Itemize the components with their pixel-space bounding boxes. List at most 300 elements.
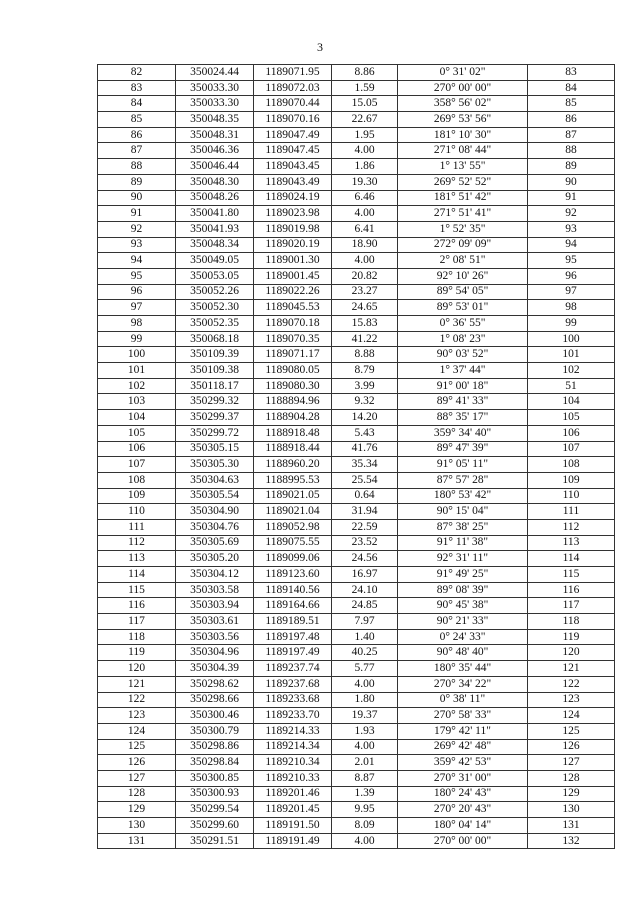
x-coordinate-cell: 350300.79 [176, 723, 254, 739]
y-coordinate-cell: 1189197.48 [254, 629, 332, 645]
table-row [98, 786, 615, 802]
next-point-cell: 131 [528, 818, 615, 834]
y-coordinate-cell: 1188960.20 [254, 457, 332, 473]
y-coordinate-cell: 1189072.03 [254, 80, 332, 96]
x-coordinate-cell: 350049.05 [176, 253, 254, 269]
bearing-cell: 358° 56' 02" [398, 96, 528, 112]
bearing-cell: 1° 08' 23" [398, 331, 528, 347]
table-row [98, 582, 615, 598]
bearing-cell: 89° 41' 33" [398, 394, 528, 410]
distance-cell: 41.76 [332, 441, 398, 457]
y-coordinate-cell: 1188894.96 [254, 394, 332, 410]
coordinates-table [97, 64, 615, 849]
y-coordinate-cell: 1188918.48 [254, 425, 332, 441]
bearing-cell: 269° 42' 48" [398, 739, 528, 755]
bearing-cell: 359° 34' 40" [398, 425, 528, 441]
table-row [98, 661, 615, 677]
table-row [98, 614, 615, 630]
point-number-cell: 128 [98, 786, 176, 802]
y-coordinate-cell: 1189210.33 [254, 770, 332, 786]
point-number-cell: 86 [98, 127, 176, 143]
y-coordinate-cell: 1189020.19 [254, 237, 332, 253]
y-coordinate-cell: 1189019.98 [254, 221, 332, 237]
point-number-cell: 122 [98, 692, 176, 708]
x-coordinate-cell: 350305.54 [176, 488, 254, 504]
distance-cell: 15.83 [332, 316, 398, 332]
distance-cell: 15.05 [332, 96, 398, 112]
bearing-cell: 91° 11' 38" [398, 535, 528, 551]
table-row [98, 457, 615, 473]
point-number-cell: 96 [98, 284, 176, 300]
coordinates-table-body [98, 65, 615, 849]
next-point-cell: 93 [528, 221, 615, 237]
y-coordinate-cell: 1189071.17 [254, 347, 332, 363]
point-number-cell: 90 [98, 190, 176, 206]
table-row [98, 504, 615, 520]
next-point-cell: 125 [528, 723, 615, 739]
next-point-cell: 100 [528, 331, 615, 347]
x-coordinate-cell: 350304.90 [176, 504, 254, 520]
table-row [98, 206, 615, 222]
bearing-cell: 270° 00' 00" [398, 833, 528, 849]
distance-cell: 23.27 [332, 284, 398, 300]
y-coordinate-cell: 1189001.45 [254, 268, 332, 284]
next-point-cell: 130 [528, 802, 615, 818]
bearing-cell: 271° 51' 41" [398, 206, 528, 222]
point-number-cell: 98 [98, 316, 176, 332]
point-number-cell: 87 [98, 143, 176, 159]
next-point-cell: 102 [528, 363, 615, 379]
bearing-cell: 90° 48' 40" [398, 645, 528, 661]
y-coordinate-cell: 1189024.19 [254, 190, 332, 206]
point-number-cell: 131 [98, 833, 176, 849]
distance-cell: 1.93 [332, 723, 398, 739]
next-point-cell: 106 [528, 425, 615, 441]
x-coordinate-cell: 350303.61 [176, 614, 254, 630]
y-coordinate-cell: 1189070.16 [254, 112, 332, 128]
bearing-cell: 0° 31' 02" [398, 65, 528, 81]
next-point-cell: 97 [528, 284, 615, 300]
y-coordinate-cell: 1189047.45 [254, 143, 332, 159]
x-coordinate-cell: 350052.35 [176, 316, 254, 332]
y-coordinate-cell: 1189214.33 [254, 723, 332, 739]
point-number-cell: 110 [98, 504, 176, 520]
bearing-cell: 270° 31' 00" [398, 770, 528, 786]
table-row [98, 755, 615, 771]
table-row [98, 441, 615, 457]
next-point-cell: 128 [528, 770, 615, 786]
x-coordinate-cell: 350299.54 [176, 802, 254, 818]
bearing-cell: 270° 34' 22" [398, 676, 528, 692]
next-point-cell: 111 [528, 504, 615, 520]
point-number-cell: 112 [98, 535, 176, 551]
table-row [98, 645, 615, 661]
bearing-cell: 0° 36' 55" [398, 316, 528, 332]
next-point-cell: 112 [528, 519, 615, 535]
bearing-cell: 180° 53' 42" [398, 488, 528, 504]
y-coordinate-cell: 1189197.49 [254, 645, 332, 661]
next-point-cell: 115 [528, 567, 615, 583]
distance-cell: 5.77 [332, 661, 398, 677]
distance-cell: 5.43 [332, 425, 398, 441]
x-coordinate-cell: 350305.30 [176, 457, 254, 473]
bearing-cell: 359° 42' 53" [398, 755, 528, 771]
bearing-cell: 272° 09' 09" [398, 237, 528, 253]
x-coordinate-cell: 350299.72 [176, 425, 254, 441]
distance-cell: 35.34 [332, 457, 398, 473]
table-row [98, 833, 615, 849]
bearing-cell: 179° 42' 11" [398, 723, 528, 739]
x-coordinate-cell: 350298.66 [176, 692, 254, 708]
next-point-cell: 132 [528, 833, 615, 849]
point-number-cell: 89 [98, 174, 176, 190]
point-number-cell: 123 [98, 708, 176, 724]
table-row [98, 723, 615, 739]
point-number-cell: 126 [98, 755, 176, 771]
x-coordinate-cell: 350068.18 [176, 331, 254, 347]
distance-cell: 2.01 [332, 755, 398, 771]
point-number-cell: 99 [98, 331, 176, 347]
point-number-cell: 119 [98, 645, 176, 661]
next-point-cell: 84 [528, 80, 615, 96]
table-row [98, 425, 615, 441]
bearing-cell: 87° 57' 28" [398, 472, 528, 488]
y-coordinate-cell: 1189201.46 [254, 786, 332, 802]
y-coordinate-cell: 1189214.34 [254, 739, 332, 755]
y-coordinate-cell: 1189070.18 [254, 316, 332, 332]
x-coordinate-cell: 350303.58 [176, 582, 254, 598]
next-point-cell: 117 [528, 598, 615, 614]
x-coordinate-cell: 350046.36 [176, 143, 254, 159]
bearing-cell: 1° 52' 35" [398, 221, 528, 237]
y-coordinate-cell: 1188904.28 [254, 410, 332, 426]
x-coordinate-cell: 350048.26 [176, 190, 254, 206]
y-coordinate-cell: 1189237.68 [254, 676, 332, 692]
y-coordinate-cell: 1189233.68 [254, 692, 332, 708]
point-number-cell: 111 [98, 519, 176, 535]
table-row [98, 551, 615, 567]
distance-cell: 19.30 [332, 174, 398, 190]
distance-cell: 31.94 [332, 504, 398, 520]
bearing-cell: 90° 21' 33" [398, 614, 528, 630]
distance-cell: 4.00 [332, 676, 398, 692]
point-number-cell: 129 [98, 802, 176, 818]
bearing-cell: 0° 38' 11" [398, 692, 528, 708]
point-number-cell: 95 [98, 268, 176, 284]
next-point-cell: 91 [528, 190, 615, 206]
table-row [98, 253, 615, 269]
distance-cell: 1.86 [332, 159, 398, 175]
y-coordinate-cell: 1189070.35 [254, 331, 332, 347]
next-point-cell: 86 [528, 112, 615, 128]
point-number-cell: 84 [98, 96, 176, 112]
next-point-cell: 95 [528, 253, 615, 269]
table-row [98, 96, 615, 112]
x-coordinate-cell: 350052.30 [176, 300, 254, 316]
point-number-cell: 100 [98, 347, 176, 363]
table-row [98, 676, 615, 692]
point-number-cell: 109 [98, 488, 176, 504]
bearing-cell: 90° 45' 38" [398, 598, 528, 614]
bearing-cell: 92° 31' 11" [398, 551, 528, 567]
point-number-cell: 102 [98, 378, 176, 394]
distance-cell: 8.87 [332, 770, 398, 786]
distance-cell: 19.37 [332, 708, 398, 724]
y-coordinate-cell: 1188995.53 [254, 472, 332, 488]
bearing-cell: 180° 04' 14" [398, 818, 528, 834]
y-coordinate-cell: 1189233.70 [254, 708, 332, 724]
point-number-cell: 106 [98, 441, 176, 457]
distance-cell: 8.86 [332, 65, 398, 81]
y-coordinate-cell: 1189021.05 [254, 488, 332, 504]
table-row [98, 268, 615, 284]
point-number-cell: 85 [98, 112, 176, 128]
distance-cell: 25.54 [332, 472, 398, 488]
point-number-cell: 103 [98, 394, 176, 410]
next-point-cell: 121 [528, 661, 615, 677]
y-coordinate-cell: 1189191.50 [254, 818, 332, 834]
bearing-cell: 2° 08' 51" [398, 253, 528, 269]
point-number-cell: 115 [98, 582, 176, 598]
x-coordinate-cell: 350298.86 [176, 739, 254, 755]
table-row [98, 378, 615, 394]
x-coordinate-cell: 350053.05 [176, 268, 254, 284]
next-point-cell: 119 [528, 629, 615, 645]
next-point-cell: 113 [528, 535, 615, 551]
x-coordinate-cell: 350052.26 [176, 284, 254, 300]
next-point-cell: 94 [528, 237, 615, 253]
point-number-cell: 97 [98, 300, 176, 316]
x-coordinate-cell: 350041.93 [176, 221, 254, 237]
point-number-cell: 83 [98, 80, 176, 96]
bearing-cell: 270° 00' 00" [398, 80, 528, 96]
table-row [98, 739, 615, 755]
distance-cell: 24.10 [332, 582, 398, 598]
x-coordinate-cell: 350048.34 [176, 237, 254, 253]
point-number-cell: 105 [98, 425, 176, 441]
table-row [98, 410, 615, 426]
next-point-cell: 129 [528, 786, 615, 802]
distance-cell: 1.40 [332, 629, 398, 645]
y-coordinate-cell: 1189237.74 [254, 661, 332, 677]
bearing-cell: 270° 58' 33" [398, 708, 528, 724]
table-row [98, 598, 615, 614]
y-coordinate-cell: 1189043.49 [254, 174, 332, 190]
x-coordinate-cell: 350300.93 [176, 786, 254, 802]
next-point-cell: 104 [528, 394, 615, 410]
table-row [98, 65, 615, 81]
next-point-cell: 89 [528, 159, 615, 175]
point-number-cell: 94 [98, 253, 176, 269]
point-number-cell: 121 [98, 676, 176, 692]
y-coordinate-cell: 1189140.56 [254, 582, 332, 598]
table-row [98, 237, 615, 253]
y-coordinate-cell: 1189045.53 [254, 300, 332, 316]
x-coordinate-cell: 350299.37 [176, 410, 254, 426]
y-coordinate-cell: 1189075.55 [254, 535, 332, 551]
next-point-cell: 118 [528, 614, 615, 630]
bearing-cell: 92° 10' 26" [398, 268, 528, 284]
table-row [98, 535, 615, 551]
bearing-cell: 89° 47' 39" [398, 441, 528, 457]
distance-cell: 7.97 [332, 614, 398, 630]
y-coordinate-cell: 1189164.66 [254, 598, 332, 614]
distance-cell: 24.56 [332, 551, 398, 567]
distance-cell: 24.65 [332, 300, 398, 316]
y-coordinate-cell: 1189052.98 [254, 519, 332, 535]
y-coordinate-cell: 1189043.45 [254, 159, 332, 175]
distance-cell: 22.67 [332, 112, 398, 128]
bearing-cell: 1° 13' 55" [398, 159, 528, 175]
point-number-cell: 93 [98, 237, 176, 253]
table-row [98, 190, 615, 206]
distance-cell: 22.59 [332, 519, 398, 535]
bearing-cell: 88° 35' 17" [398, 410, 528, 426]
y-coordinate-cell: 1189001.30 [254, 253, 332, 269]
table-row [98, 159, 615, 175]
next-point-cell: 126 [528, 739, 615, 755]
table-row [98, 802, 615, 818]
distance-cell: 41.22 [332, 331, 398, 347]
bearing-cell: 91° 05' 11" [398, 457, 528, 473]
point-number-cell: 124 [98, 723, 176, 739]
next-point-cell: 51 [528, 378, 615, 394]
x-coordinate-cell: 350304.39 [176, 661, 254, 677]
distance-cell: 24.85 [332, 598, 398, 614]
x-coordinate-cell: 350048.30 [176, 174, 254, 190]
y-coordinate-cell: 1189123.60 [254, 567, 332, 583]
point-number-cell: 125 [98, 739, 176, 755]
bearing-cell: 90° 15' 04" [398, 504, 528, 520]
bearing-cell: 89° 54' 05" [398, 284, 528, 300]
page-number: 3 [317, 40, 323, 54]
next-point-cell: 88 [528, 143, 615, 159]
next-point-cell: 83 [528, 65, 615, 81]
next-point-cell: 87 [528, 127, 615, 143]
distance-cell: 4.00 [332, 833, 398, 849]
bearing-cell: 269° 53' 56" [398, 112, 528, 128]
distance-cell: 4.00 [332, 143, 398, 159]
bearing-cell: 90° 03' 52" [398, 347, 528, 363]
y-coordinate-cell: 1189080.30 [254, 378, 332, 394]
y-coordinate-cell: 1189022.26 [254, 284, 332, 300]
x-coordinate-cell: 350303.56 [176, 629, 254, 645]
distance-cell: 1.59 [332, 80, 398, 96]
distance-cell: 14.20 [332, 410, 398, 426]
table-row [98, 316, 615, 332]
distance-cell: 1.95 [332, 127, 398, 143]
next-point-cell: 107 [528, 441, 615, 457]
distance-cell: 40.25 [332, 645, 398, 661]
distance-cell: 16.97 [332, 567, 398, 583]
x-coordinate-cell: 350048.31 [176, 127, 254, 143]
bearing-cell: 180° 35' 44" [398, 661, 528, 677]
next-point-cell: 120 [528, 645, 615, 661]
table-row [98, 519, 615, 535]
x-coordinate-cell: 350304.76 [176, 519, 254, 535]
distance-cell: 0.64 [332, 488, 398, 504]
x-coordinate-cell: 350300.85 [176, 770, 254, 786]
y-coordinate-cell: 1189021.04 [254, 504, 332, 520]
next-point-cell: 114 [528, 551, 615, 567]
table-row [98, 363, 615, 379]
y-coordinate-cell: 1189070.44 [254, 96, 332, 112]
x-coordinate-cell: 350291.51 [176, 833, 254, 849]
table-row [98, 488, 615, 504]
y-coordinate-cell: 1188918.44 [254, 441, 332, 457]
next-point-cell: 108 [528, 457, 615, 473]
y-coordinate-cell: 1189191.49 [254, 833, 332, 849]
next-point-cell: 90 [528, 174, 615, 190]
distance-cell: 8.09 [332, 818, 398, 834]
x-coordinate-cell: 350033.30 [176, 96, 254, 112]
table-row [98, 174, 615, 190]
point-number-cell: 116 [98, 598, 176, 614]
table-row [98, 284, 615, 300]
y-coordinate-cell: 1189047.49 [254, 127, 332, 143]
y-coordinate-cell: 1189099.06 [254, 551, 332, 567]
table-row [98, 127, 615, 143]
distance-cell: 8.79 [332, 363, 398, 379]
x-coordinate-cell: 350300.46 [176, 708, 254, 724]
y-coordinate-cell: 1189023.98 [254, 206, 332, 222]
distance-cell: 3.99 [332, 378, 398, 394]
table-row [98, 472, 615, 488]
distance-cell: 6.41 [332, 221, 398, 237]
point-number-cell: 82 [98, 65, 176, 81]
bearing-cell: 91° 49' 25" [398, 567, 528, 583]
next-point-cell: 127 [528, 755, 615, 771]
x-coordinate-cell: 350304.96 [176, 645, 254, 661]
x-coordinate-cell: 350109.38 [176, 363, 254, 379]
point-number-cell: 107 [98, 457, 176, 473]
table-row [98, 692, 615, 708]
x-coordinate-cell: 350041.80 [176, 206, 254, 222]
distance-cell: 4.00 [332, 253, 398, 269]
bearing-cell: 271° 08' 44" [398, 143, 528, 159]
point-number-cell: 91 [98, 206, 176, 222]
distance-cell: 4.00 [332, 739, 398, 755]
y-coordinate-cell: 1189210.34 [254, 755, 332, 771]
point-number-cell: 108 [98, 472, 176, 488]
x-coordinate-cell: 350305.15 [176, 441, 254, 457]
bearing-cell: 181° 10' 30" [398, 127, 528, 143]
distance-cell: 18.90 [332, 237, 398, 253]
x-coordinate-cell: 350046.44 [176, 159, 254, 175]
x-coordinate-cell: 350118.17 [176, 378, 254, 394]
point-number-cell: 127 [98, 770, 176, 786]
point-number-cell: 117 [98, 614, 176, 630]
x-coordinate-cell: 350109.39 [176, 347, 254, 363]
next-point-cell: 98 [528, 300, 615, 316]
next-point-cell: 96 [528, 268, 615, 284]
y-coordinate-cell: 1189071.95 [254, 65, 332, 81]
next-point-cell: 123 [528, 692, 615, 708]
point-number-cell: 104 [98, 410, 176, 426]
distance-cell: 6.46 [332, 190, 398, 206]
x-coordinate-cell: 350024.44 [176, 65, 254, 81]
table-row [98, 629, 615, 645]
point-number-cell: 88 [98, 159, 176, 175]
table-row [98, 221, 615, 237]
bearing-cell: 89° 53' 01" [398, 300, 528, 316]
x-coordinate-cell: 350299.60 [176, 818, 254, 834]
table-row [98, 347, 615, 363]
point-number-cell: 120 [98, 661, 176, 677]
distance-cell: 20.82 [332, 268, 398, 284]
next-point-cell: 122 [528, 676, 615, 692]
bearing-cell: 0° 24' 33" [398, 629, 528, 645]
